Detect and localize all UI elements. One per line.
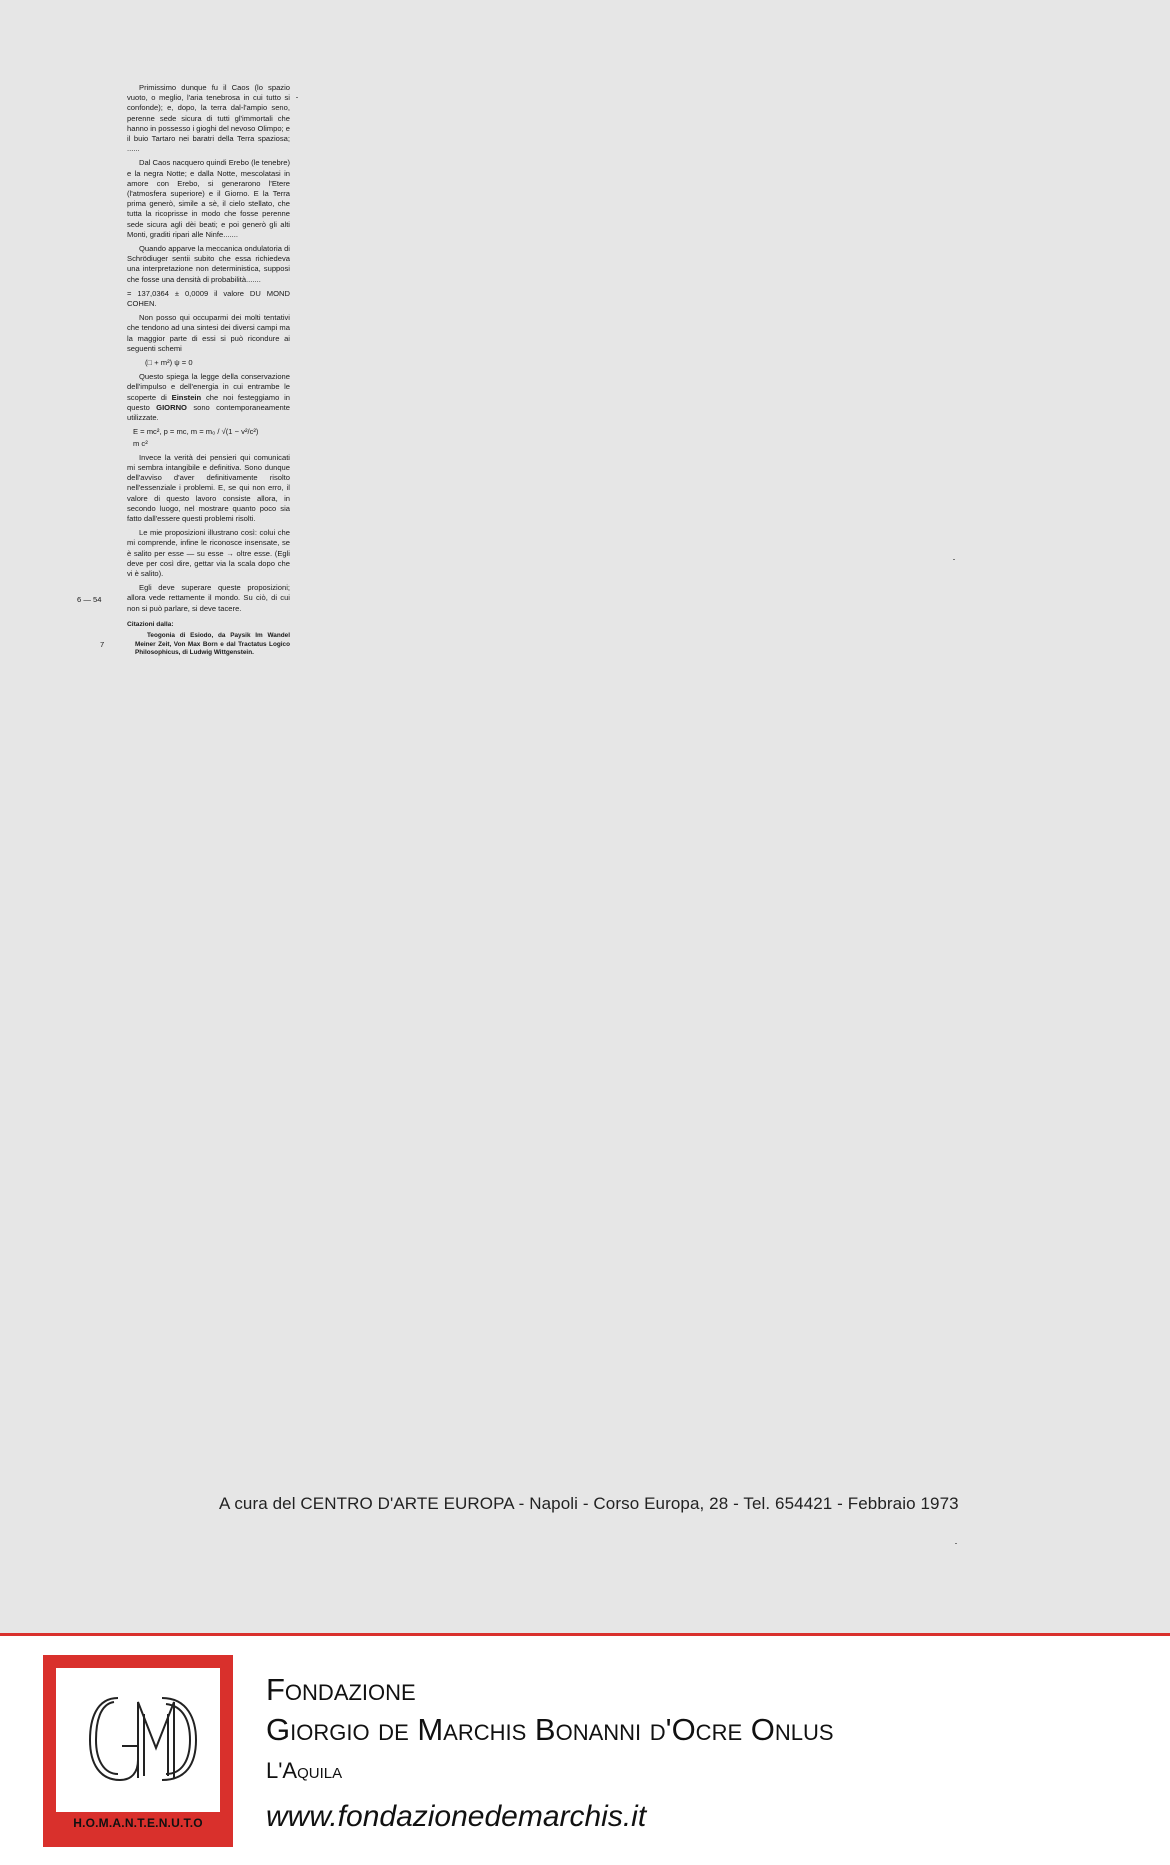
- paper-speck: [296, 97, 298, 98]
- formula-energy: E = mc², p = mc, m = m₀ / √(1 − v²/c²): [133, 427, 259, 437]
- einstein-text-b: che noi festeggiamo in questo: [127, 392, 290, 412]
- margin-number-654: 6 — 54: [77, 595, 102, 604]
- paragraph-schrodinger: Quando apparve la meccanica ondulatoria di Schrödiuger sentii subito che essa richiedeva una interpretazione non deterministica, supposi che fosse una densità di probabilità.......: [127, 244, 290, 284]
- logo-caption: H.O.M.A.N.T.E.N.U.T.O: [73, 1816, 203, 1830]
- paragraph-constant: = 137,0364 ± 0,0009 il valore DU MOND COHEN.: [127, 288, 290, 309]
- foundation-website-link[interactable]: www.fondazionedemarchis.it: [266, 1800, 647, 1833]
- paragraph-synthesis: Non posso qui occuparmi dei molti tentativi che tendono ad una sintesi dei diversi campi ma la maggior parte di essi si può ricondure ai seguenti schemi: [127, 313, 290, 353]
- paragraph-chaos: Primissimo dunque fu il Caos (lo spazio vuoto, o meglio, l'aria tenebrosa in cui tutto si confonde); e, dopo, la terra dal-l'ampio seno, perenne sede sicura di tutti gl'immortali che hanno in possesso i gioghi del nevoso Olimpo; e il buio Tartaro nei baratri della Terra spaziosa; ......: [127, 83, 290, 154]
- paper-speck: [953, 559, 955, 560]
- divider-line: [0, 1633, 1170, 1636]
- giorno-word: GIORNO: [156, 402, 187, 412]
- paragraph-propositions: Le mie proposizioni illustrano così: colui che mi comprende, infine le riconosce insensate, se è salito per esse — su esse → oltre esse. (Egli deve per così dire, gettar via la scala dopo che vi è salito).: [127, 528, 290, 578]
- formula-mc2: m c²: [133, 438, 148, 448]
- paragraph-einstein: [127, 372, 290, 423]
- citation-heading: Citazioni dalla:: [127, 620, 174, 628]
- foundation-label: Fondazione: [266, 1672, 416, 1707]
- foundation-logo: [43, 1655, 233, 1847]
- einstein-text-c: sono contemporaneamente utilizzate.: [127, 402, 290, 423]
- einstein-text-a: Questo spiega la legge della conservazione dell'impulso e dell'energia in cui entrambe le scoperte di: [127, 372, 290, 402]
- paragraph-erebo: Dal Caos nacquero quindi Erebo (le tenebre) e la negra Notte; e dalla Notte, mescolatasi in amore con Erebo, si generarono l'Etere (l'atmosfera superiore) e il Giorno. E la Terra prima generò, simile a sè, il cielo stellato, che tutta la ricoprisse in modo che fosse perenne sede sicura agli dèi beati; e poi generò gli alti Monti, graditi ripari alle Ninfe.......: [127, 158, 290, 239]
- foundation-city: L'Aquila: [266, 1758, 343, 1783]
- logo-monogram-panel: [56, 1668, 220, 1812]
- einstein-name: Einstein: [171, 392, 202, 402]
- monogram-icon: [56, 1668, 220, 1812]
- poster-text-column: [127, 83, 290, 662]
- foundation-full-name: Giorgio de Marchis Bonanni d'Ocre Onlus: [266, 1712, 834, 1747]
- formula-wave: (□ + m²) ψ = 0: [145, 358, 193, 368]
- paragraph-truth: Invece la verità dei pensieri qui comunicati mi sembra intangibile e definitiva. Sono dunque dell'avviso d'aver definitivamente risolto nell'essenziale i problemi. E, se qui non erro, il valore di questo lavoro consiste allora, in secondo luogo, nel mostrare quanto poco sia fatto dall'essere questi problemi risolti.: [127, 452, 290, 523]
- paper-speck: [955, 1543, 957, 1544]
- curator-credit: A cura del CENTRO D'ARTE EUROPA - Napoli - Corso Europa, 28 - Tel. 654421 - Febbraio 1973: [219, 1494, 959, 1513]
- margin-number-7: 7: [100, 640, 105, 649]
- paragraph-silence: Egli deve superare queste proposizioni; allora vede rettamente il mondo. Su ciò, di cui non si può parlare, si deve tacere.: [127, 583, 290, 613]
- citation-body: Teogonia di Esiodo, da Paysik Im Wandel Meiner Zeit, Von Max Born e dal Tractatus Logico Philosophicus, di Ludwig Wittgenstein.: [135, 631, 290, 657]
